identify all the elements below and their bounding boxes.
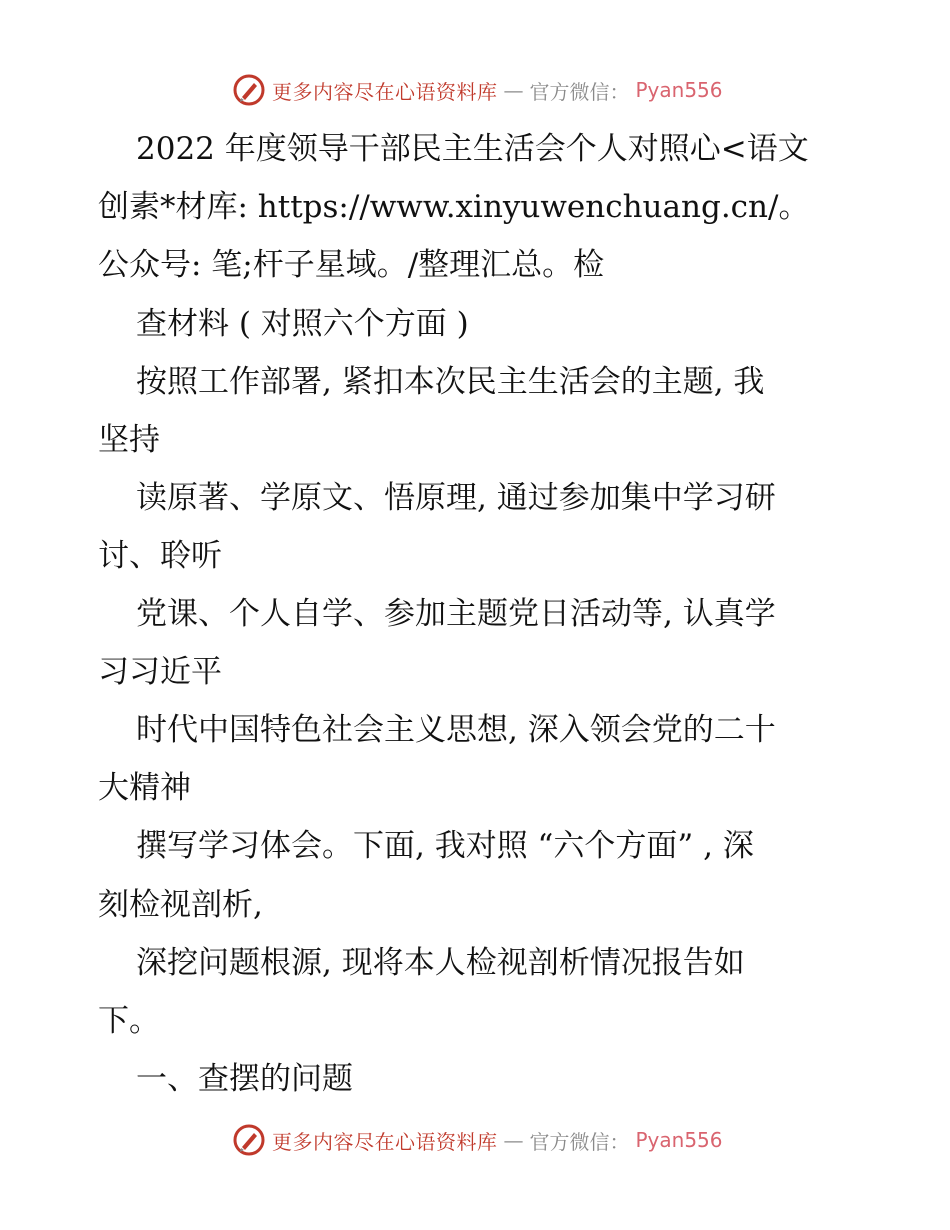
pen-nib-logo-icon [232, 1123, 266, 1157]
body-line: 查材料 ( 对照六个方面 ) [136, 306, 469, 342]
body-line: 时代中国特色社会主义思想, 深入领会党的二十 [136, 712, 776, 748]
banner-wechat-id: Pyan556 [635, 1128, 723, 1152]
body-line: 刻检视剖析, [98, 887, 263, 923]
banner-dash: — [503, 78, 524, 102]
banner-main-text: 更多内容尽在心语资料库 [272, 1129, 498, 1154]
body-line: 党课、个人自学、参加主题党日活动等, 认真学 [136, 596, 776, 632]
body-line: 读原著、学原文、悟原理, 通过参加集中学习研 [136, 480, 776, 516]
body-line: 撰写学习体会。下面, 我对照 “六个方面” , 深 [136, 828, 754, 864]
body-line: 按照工作部署, 紧扣本次民主生活会的主题, 我 [136, 364, 765, 400]
pen-nib-logo-icon [232, 73, 266, 107]
body-line: 公众号: 笔;杆子星域。/整理汇总。检 [98, 247, 605, 283]
body-line: 下。 [98, 1003, 160, 1039]
banner-wechat-id: Pyan556 [635, 78, 723, 102]
body-line: 大精神 [98, 770, 191, 806]
header-banner[interactable] [232, 70, 723, 110]
body-line: 2022 年度领导干部民主生活会个人对照心<语文 [136, 131, 809, 167]
body-line: 坚持 [98, 422, 160, 458]
body-line: 深挖问题根源, 现将本人检视剖析情况报告如 [136, 945, 745, 981]
banner-main-text: 更多内容尽在心语资料库 [272, 79, 498, 104]
body-line: 创素*材库: https://www.xinyuwenchuang.cn/。 [98, 189, 810, 225]
banner-dash: — [503, 1128, 524, 1152]
footer-banner[interactable] [232, 1120, 723, 1160]
banner-official-label: 官方微信： [529, 79, 630, 104]
body-line: 习习近平 [98, 654, 222, 690]
section-heading: 一、查摆的问题 [136, 1061, 353, 1097]
body-line: 讨、聆听 [98, 538, 222, 574]
banner-official-label: 官方微信： [529, 1129, 630, 1154]
